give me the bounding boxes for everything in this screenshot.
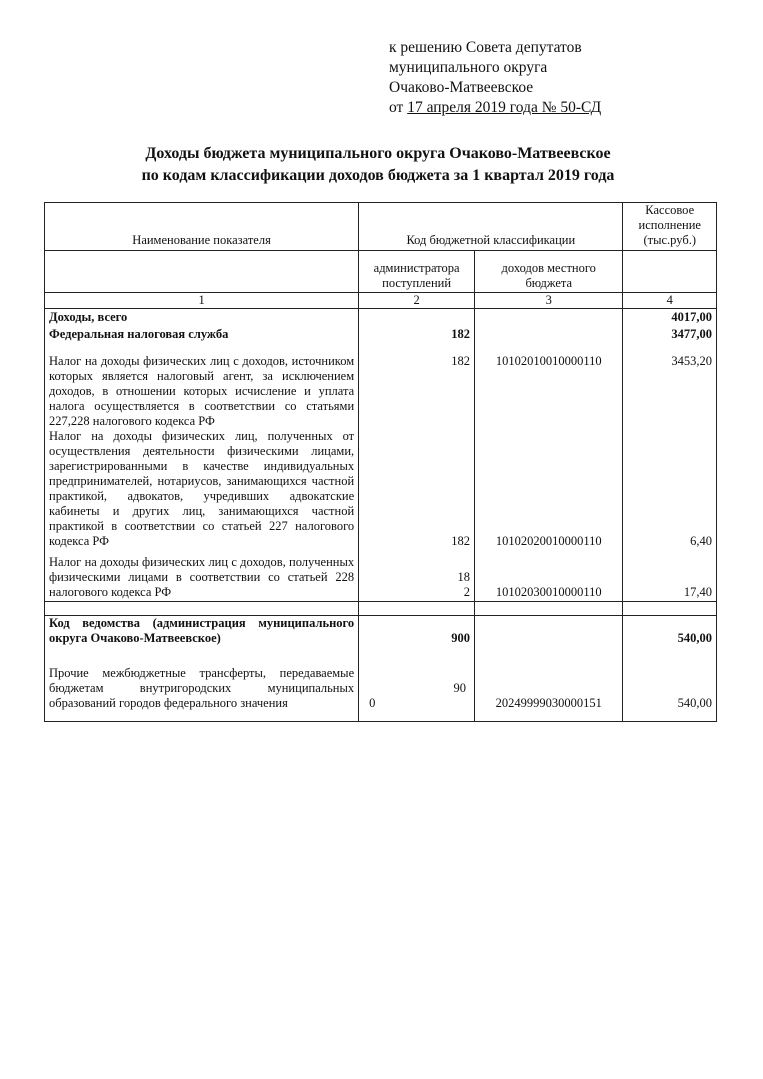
row4-admin-a: 90 <box>453 681 467 695</box>
total-value: 4017,00 <box>671 310 712 324</box>
col-header-code: Код бюджетной классификации <box>359 203 623 251</box>
fns-label: Федеральная налоговая служба <box>49 327 229 341</box>
adm-admin: 900 <box>359 616 475 647</box>
row1-value: 3453,20 <box>623 354 717 429</box>
row4-name: Прочие межбюджетные трансферты, передаваемые бюджетам внутригородских муниципальных образований городов федерального значения <box>45 666 359 722</box>
fns-admin-cell <box>359 309 475 343</box>
adm-label: Код ведомства (администрация муниципального округа Очаково-Матвеевское) <box>45 616 359 647</box>
fns-code-cell <box>475 309 623 343</box>
header-date: 17 апреля 2019 <box>407 99 510 116</box>
header-date-prefix: от <box>389 99 408 116</box>
subheader-empty-4 <box>623 251 717 293</box>
adm-value: 540,00 <box>623 616 717 647</box>
row1-admin: 182 <box>359 354 475 429</box>
col-num-1: 1 <box>45 293 359 309</box>
document-title <box>40 143 716 187</box>
total-label: Доходы, всего <box>49 310 128 324</box>
col-num-2: 2 <box>359 293 475 309</box>
row1-name: Налог на доходы физических лиц с доходов, источником которых является налоговый агент, за исключением доходов, в отношении которых исчисление и уплата налога осуществляется в соответствии со статьями 227,228 налогового кодекса РФ <box>45 354 359 429</box>
row2-admin: 182 <box>359 429 475 549</box>
subheader-admin: администратора поступлений <box>359 251 475 293</box>
header-line-2: муниципального округа <box>389 59 548 76</box>
row4-admin <box>359 666 475 722</box>
row3-admin <box>359 549 475 602</box>
subheader-local: доходов местного бюджета <box>475 251 623 293</box>
header-number: 50-СД <box>560 99 602 116</box>
row2-code: 10102020010000110 <box>475 429 623 549</box>
row3-admin-b: 2 <box>463 585 471 599</box>
adm-code-cell <box>475 616 623 647</box>
col-num-4: 4 <box>623 293 717 309</box>
fns-admin: 182 <box>451 327 471 341</box>
title-line-1: Доходы бюджета муниципального округа Очаково-Матвеевское <box>145 145 611 162</box>
header-line-3: Очаково-Матвеевское <box>389 79 534 96</box>
row3-value: 17,40 <box>623 549 717 602</box>
header-line-1: к решению Совета депутатов <box>389 39 582 56</box>
col-num-3: 3 <box>475 293 623 309</box>
row4-code: 20249999030000151 <box>475 666 623 722</box>
row3-code: 10102030010000110 <box>475 549 623 602</box>
row3-name: Налог на доходы физических лиц с доходов, полученных физическими лицами в соответствии со статьей 228 налогового кодекса РФ <box>45 549 359 602</box>
revenue-table <box>44 202 717 722</box>
total-value-cell <box>623 309 717 343</box>
col-header-name: Наименование показателя <box>45 203 359 251</box>
total-label-cell <box>45 309 359 343</box>
header-line-4 <box>389 98 601 118</box>
row4-admin-b: 0 <box>369 696 376 710</box>
title-line-2: по кодам классификации доходов бюджета за 1 квартал 2019 года <box>141 167 615 184</box>
row3-admin-a: 18 <box>457 570 471 584</box>
row2-value: 6,40 <box>623 429 717 549</box>
fns-value: 3477,00 <box>671 327 712 341</box>
document-header <box>389 38 601 118</box>
row1-code: 10102010010000110 <box>475 354 623 429</box>
row2-name: Налог на доходы физических лиц, полученных от осуществления деятельности физическими лицами, зарегистрированными в качестве индивидуальных предпринимателей, нотариусов, занимающихся частной практикой, адвокатов, учредивших адвокатские кабинеты и других лиц, занимающихся частной практикой в соответствии со статьей 227 налогового кодекса РФ <box>45 429 359 549</box>
col-header-exec: Кассовое исполнение (тыс.руб.) <box>623 203 717 251</box>
subheader-empty <box>45 251 359 293</box>
row4-value: 540,00 <box>623 666 717 722</box>
header-number-prefix: года № <box>509 99 561 116</box>
